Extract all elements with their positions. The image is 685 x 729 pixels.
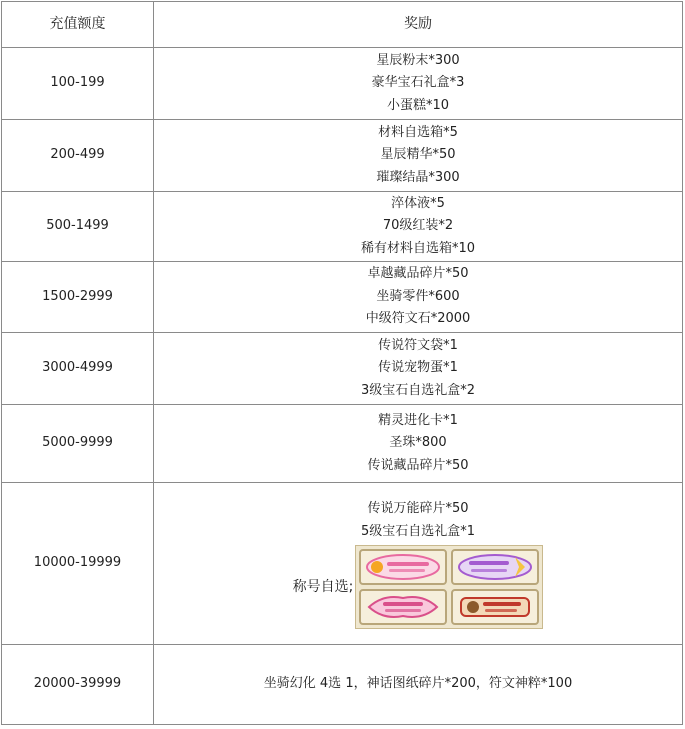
header-amount: 充值额度 [2, 2, 154, 48]
reward-item: 星辰精华*50 [380, 147, 456, 163]
reward-item: 传说符文袋*1 [378, 337, 458, 353]
title-choice-label: 称号自选; [292, 578, 354, 595]
reward-item: 70级红装*2 [382, 218, 454, 234]
reward-cell [154, 405, 683, 483]
table-row [2, 192, 683, 262]
table-row [2, 645, 683, 725]
amount-cell: 20000-39999 [2, 645, 154, 725]
header-row [2, 2, 683, 48]
reward-item: 中级符文石*2000 [365, 311, 471, 327]
reward-item: 小蛋糕*10 [386, 97, 450, 113]
header-reward: 奖励 [154, 2, 683, 48]
reward-item: 豪华宝石礼盒*3 [371, 75, 465, 91]
reward-cell [154, 262, 683, 333]
reward-cell [154, 645, 683, 725]
reward-item: 淬体液*5 [391, 195, 445, 211]
table-row [2, 120, 683, 192]
table-row [2, 262, 683, 333]
amount-cell: 1500-2999 [2, 262, 154, 333]
reward-cell [154, 192, 683, 262]
table-row [2, 333, 683, 405]
reward-item: 坐骑零件*600 [376, 288, 460, 304]
amount-cell: 100-199 [2, 48, 154, 120]
recharge-reward-table [1, 1, 683, 725]
reward-item: 材料自选箱*5 [378, 124, 458, 140]
reward-item: 星辰粉末*300 [376, 52, 460, 68]
reward-item: 坐骑幻化 4选 1，神话图纸碎片*200，符文神粹*100 [263, 676, 573, 692]
reward-item: 传说宠物蛋*1 [378, 360, 458, 376]
amount-cell: 5000-9999 [2, 405, 154, 483]
title-choice [154, 545, 682, 629]
reward-item: 精灵进化卡*1 [378, 412, 458, 428]
title-badge-icon [451, 549, 539, 585]
title-badge-grid [355, 545, 543, 629]
title-badge-icon [451, 589, 539, 625]
table-row [2, 405, 683, 483]
reward-item: 卓越藏品碎片*50 [367, 266, 469, 282]
reward-item: 璀璨结晶*300 [376, 169, 460, 185]
reward-cell [154, 120, 683, 192]
reward-item: 圣珠*800 [389, 435, 447, 451]
reward-cell [154, 333, 683, 405]
reward-item: 传说藏品碎片*50 [367, 457, 469, 473]
table-row [2, 483, 683, 645]
reward-item: 传说万能碎片*50 [367, 501, 469, 516]
amount-cell: 3000-4999 [2, 333, 154, 405]
reward-cell [154, 483, 683, 645]
title-badge-icon [359, 549, 447, 585]
table-row [2, 48, 683, 120]
amount-cell: 500-1499 [2, 192, 154, 262]
title-badge-icon [359, 589, 447, 625]
reward-item: 3级宝石自选礼盒*2 [360, 382, 476, 398]
reward-item: 5级宝石自选礼盒*1 [360, 523, 476, 539]
amount-cell: 200-499 [2, 120, 154, 192]
reward-cell [154, 48, 683, 120]
reward-item: 稀有材料自选箱*10 [360, 240, 476, 256]
amount-cell: 10000-19999 [2, 483, 154, 645]
